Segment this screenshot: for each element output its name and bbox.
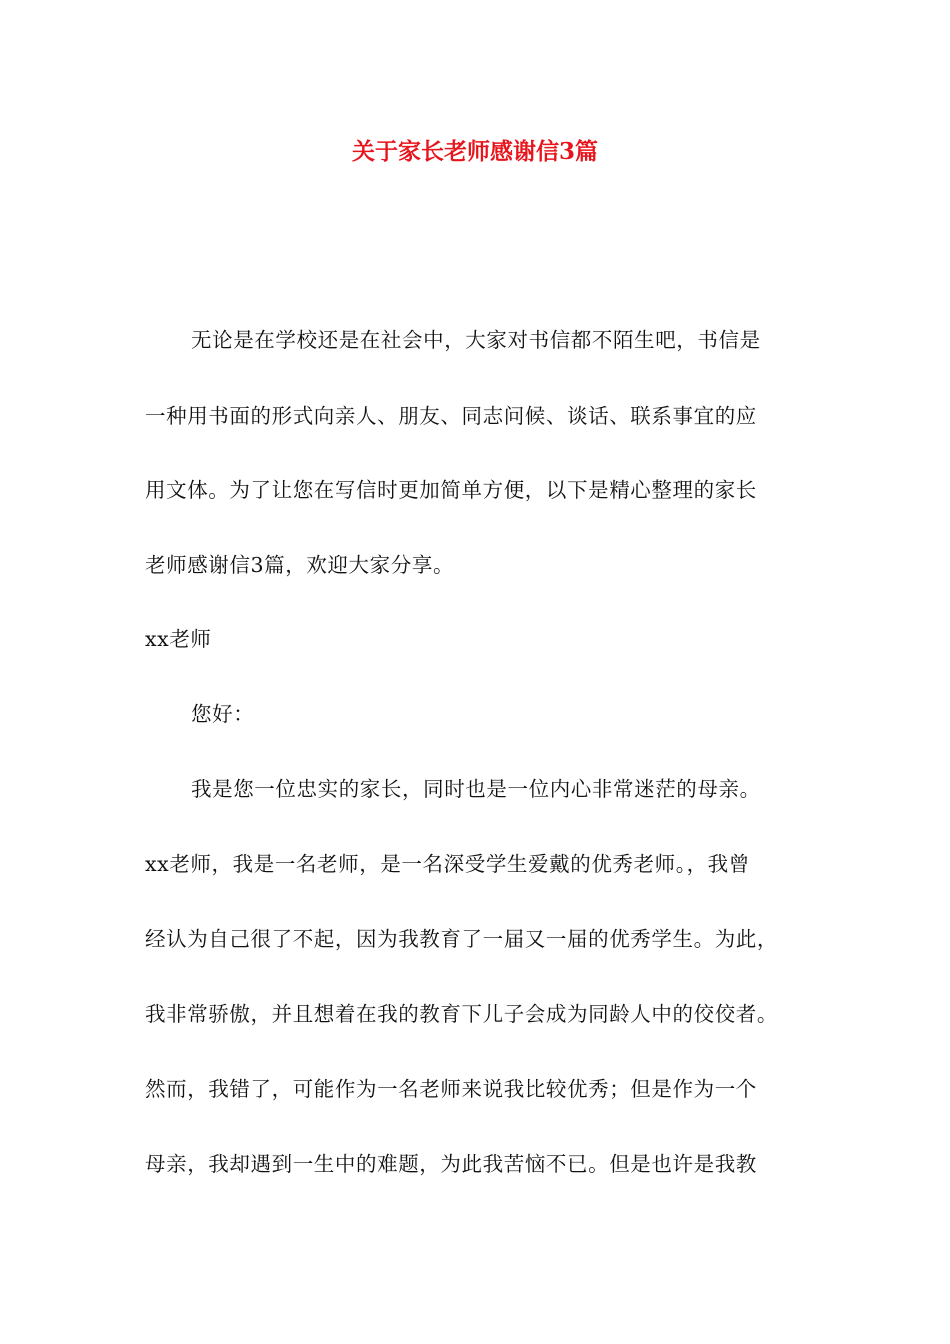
paragraph-line: 我是您一位忠实的家长，同时也是一位内心非常迷茫的母亲。 xyxy=(191,777,761,801)
greeting: 您好： xyxy=(191,702,255,726)
paragraph-line: 老师感谢信3篇，欢迎大家分享。 xyxy=(145,553,455,577)
paragraph-line: 无论是在学校还是在社会中，大家对书信都不陌生吧，书信是 xyxy=(191,328,761,352)
paragraph-line: 经认为自己很了不起，因为我教育了一届又一届的优秀学生。为此， xyxy=(145,927,778,951)
paragraph-line: 一种用书面的形式向亲人、朋友、同志问候、谈话、联系事宜的应 xyxy=(145,404,757,428)
salutation-recipient: xx老师 xyxy=(145,627,212,651)
paragraph-line: 我非常骄傲，并且想着在我的教育下儿子会成为同龄人中的佼佼者。 xyxy=(145,1002,778,1026)
document-title: 关于家长老师感谢信3篇 xyxy=(351,138,598,165)
paragraph-line: 母亲，我却遇到一生中的难题，为此我苦恼不已。但是也许是我教 xyxy=(145,1152,757,1176)
paragraph-line: 用文体。为了让您在写信时更加简单方便，以下是精心整理的家长 xyxy=(145,478,757,502)
paragraph-line: 然而，我错了，可能作为一名老师来说我比较优秀；但是作为一个 xyxy=(145,1077,757,1101)
paragraph-line: xx老师，我是一名老师，是一名深受学生爱戴的优秀老师。，我曾 xyxy=(145,852,750,876)
